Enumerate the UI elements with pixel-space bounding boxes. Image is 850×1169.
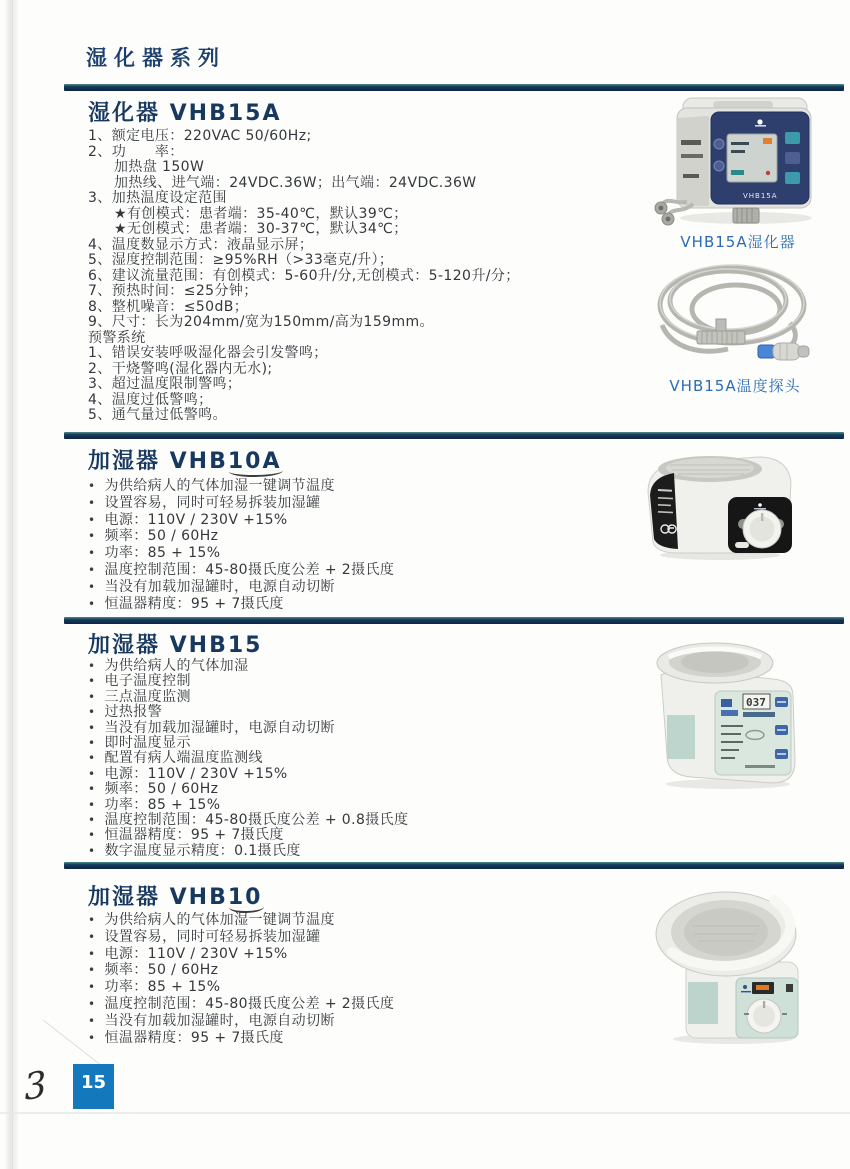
- bullet-item: • 设置容易，同时可轻易拆装加湿罐: [88, 929, 668, 946]
- vhb15a-probe-image: [640, 253, 830, 371]
- bullet-item: • 电源：110V / 230V +15%: [88, 946, 668, 963]
- spec-line: 3、超过温度限制警鸣；: [88, 376, 242, 392]
- bullet-item: • 功率：85 + 15%: [88, 798, 668, 813]
- bullet-item: • 为供给病人的气体加湿: [88, 659, 668, 674]
- vhb15-specs: [88, 659, 668, 859]
- section-divider: [64, 862, 844, 869]
- bullet-item: • 设置容易，同时可轻易拆装加湿罐: [88, 495, 668, 512]
- bullet-item: • 功率：85 + 15%: [88, 979, 668, 996]
- spec-line: 1、额定电压：220VAC 50/60Hz;: [88, 128, 312, 144]
- spec-line: 5、湿度控制范围：≥95%RH（>33毫克/升）；: [88, 252, 394, 268]
- proof-underline-mark: 10: [227, 885, 263, 910]
- spec-line: 7、预热时间：≤25分钟；: [88, 283, 258, 299]
- spec-line: 9、尺寸：长为204mm/宽为150mm/高为159mm。: [88, 314, 434, 330]
- vhb15a-device-image: [651, 94, 825, 228]
- section-divider: [64, 432, 844, 439]
- spec-line: 加热盘 150W: [114, 159, 205, 175]
- bullet-item: • 当没有加载加湿罐时，电源自动切断: [88, 1013, 668, 1030]
- section-divider: [64, 84, 844, 91]
- bullet-item: • 电源：110V / 230V +15%: [88, 512, 668, 529]
- scan-edge-line: [12, 0, 13, 1169]
- spec-line: 3、加热温度设定范围: [88, 190, 227, 206]
- section-title-vhb10: [88, 880, 263, 911]
- bullet-item: • 当没有加载加湿罐时，电源自动切断: [88, 579, 668, 596]
- bullet-item: • 数字温度显示精度：0.1摄氏度: [88, 844, 668, 859]
- vhb10a-specs: [88, 478, 668, 612]
- bullet-item: • 电源：110V / 230V +15%: [88, 767, 668, 782]
- vhb15-device-image: [643, 633, 813, 791]
- bullet-item: • 频率：50 / 60Hz: [88, 962, 668, 979]
- vhb10-specs: [88, 912, 668, 1046]
- bullet-item: • 温度控制范围：45-80摄氏度公差 + 0.8摄氏度: [88, 813, 668, 828]
- bullet-item: • 频率：50 / 60Hz: [88, 528, 668, 545]
- section-title-text: 加湿器 VHB: [88, 449, 228, 474]
- spec-line: 4、温度过低警鸣；: [88, 391, 213, 408]
- spec-line: 2、干烧警鸣(湿化器内无水);: [88, 360, 273, 377]
- bullet-item: • 即时温度显示: [88, 736, 668, 751]
- bullet-item: • 恒温器精度：95 + 7摄氏度: [88, 1030, 668, 1047]
- spec-line: 5、通气量过低警鸣。: [88, 407, 227, 423]
- bullet-item: • 功率：85 + 15%: [88, 545, 668, 562]
- page-title: 湿化器系列: [86, 46, 226, 70]
- vhb15a-specs: [88, 129, 668, 424]
- section-title-vhb10a: [88, 444, 282, 475]
- bullet-item: • 温度控制范围：45-80摄氏度公差 + 2摄氏度: [88, 996, 668, 1013]
- bullet-item: • 恒温器精度：95 + 7摄氏度: [88, 828, 668, 843]
- spec-line: 6、建议流量范围：有创模式：5-60升/分,无创模式：5-120升/分；: [88, 267, 520, 284]
- vhb10-device-image: [648, 886, 813, 1046]
- spec-line: 8、整机噪音：≤50dB；: [88, 298, 249, 315]
- section-title-text: 加湿器 VHB: [88, 885, 228, 910]
- spec-line: ★无创模式：患者端：30-37℃，默认34℃；: [114, 221, 408, 237]
- bullet-item: • 为供给病人的气体加湿一键调节温度: [88, 912, 668, 929]
- scan-edge-band: [4, 0, 18, 1169]
- vhb15a-probe-caption: VHB15A温度探头: [669, 377, 801, 395]
- handwritten-mark: 3: [22, 1063, 49, 1110]
- vhb15a-model-label: VHB15A: [743, 192, 778, 200]
- bullet-item: • 电子温度控制: [88, 674, 668, 689]
- vhb15a-device-caption: VHB15A湿化器: [680, 233, 796, 251]
- bullet-item: • 当没有加载加湿罐时，电源自动切断: [88, 721, 668, 736]
- section-divider: [64, 617, 844, 624]
- bullet-item: • 三点温度监测: [88, 690, 668, 705]
- scan-bottom-edge: [0, 1112, 850, 1114]
- section-title-vhb15: 加湿器 VHB15: [88, 633, 263, 658]
- bullet-item: • 恒温器精度：95 + 7摄氏度: [88, 596, 668, 613]
- alarm-system-heading: 预警系统: [88, 329, 146, 346]
- page-number-badge: 15: [73, 1064, 114, 1109]
- bullet-item: • 温度控制范围：45-80摄氏度公差 + 2摄氏度: [88, 562, 668, 579]
- bullet-item: • 为供给病人的气体加湿一键调节温度: [88, 478, 668, 495]
- section-title-vhb15a: 湿化器 VHB15A: [88, 101, 282, 126]
- spec-line: ★有创模式：患者端：35-40℃，默认39℃；: [114, 205, 408, 222]
- vhb10a-device-image: [638, 447, 803, 562]
- spec-line: 2、功 率：: [88, 143, 184, 160]
- bullet-item: • 频率：50 / 60Hz: [88, 782, 668, 797]
- spec-line: 加热线、进气端：24VDC.36W；出气端：24VDC.36W: [114, 174, 477, 191]
- vhb15-temperature-display: 037: [746, 696, 766, 709]
- bullet-item: • 配置有病人端温度监测线: [88, 751, 668, 766]
- spec-line: 4、温度数显示方式：液晶显示屏；: [88, 236, 314, 253]
- spec-line: 1、错误安装呼吸湿化器会引发警鸣；: [88, 345, 328, 361]
- proof-underline-mark: 10A: [227, 449, 282, 474]
- bullet-item: • 过热报警: [88, 705, 668, 720]
